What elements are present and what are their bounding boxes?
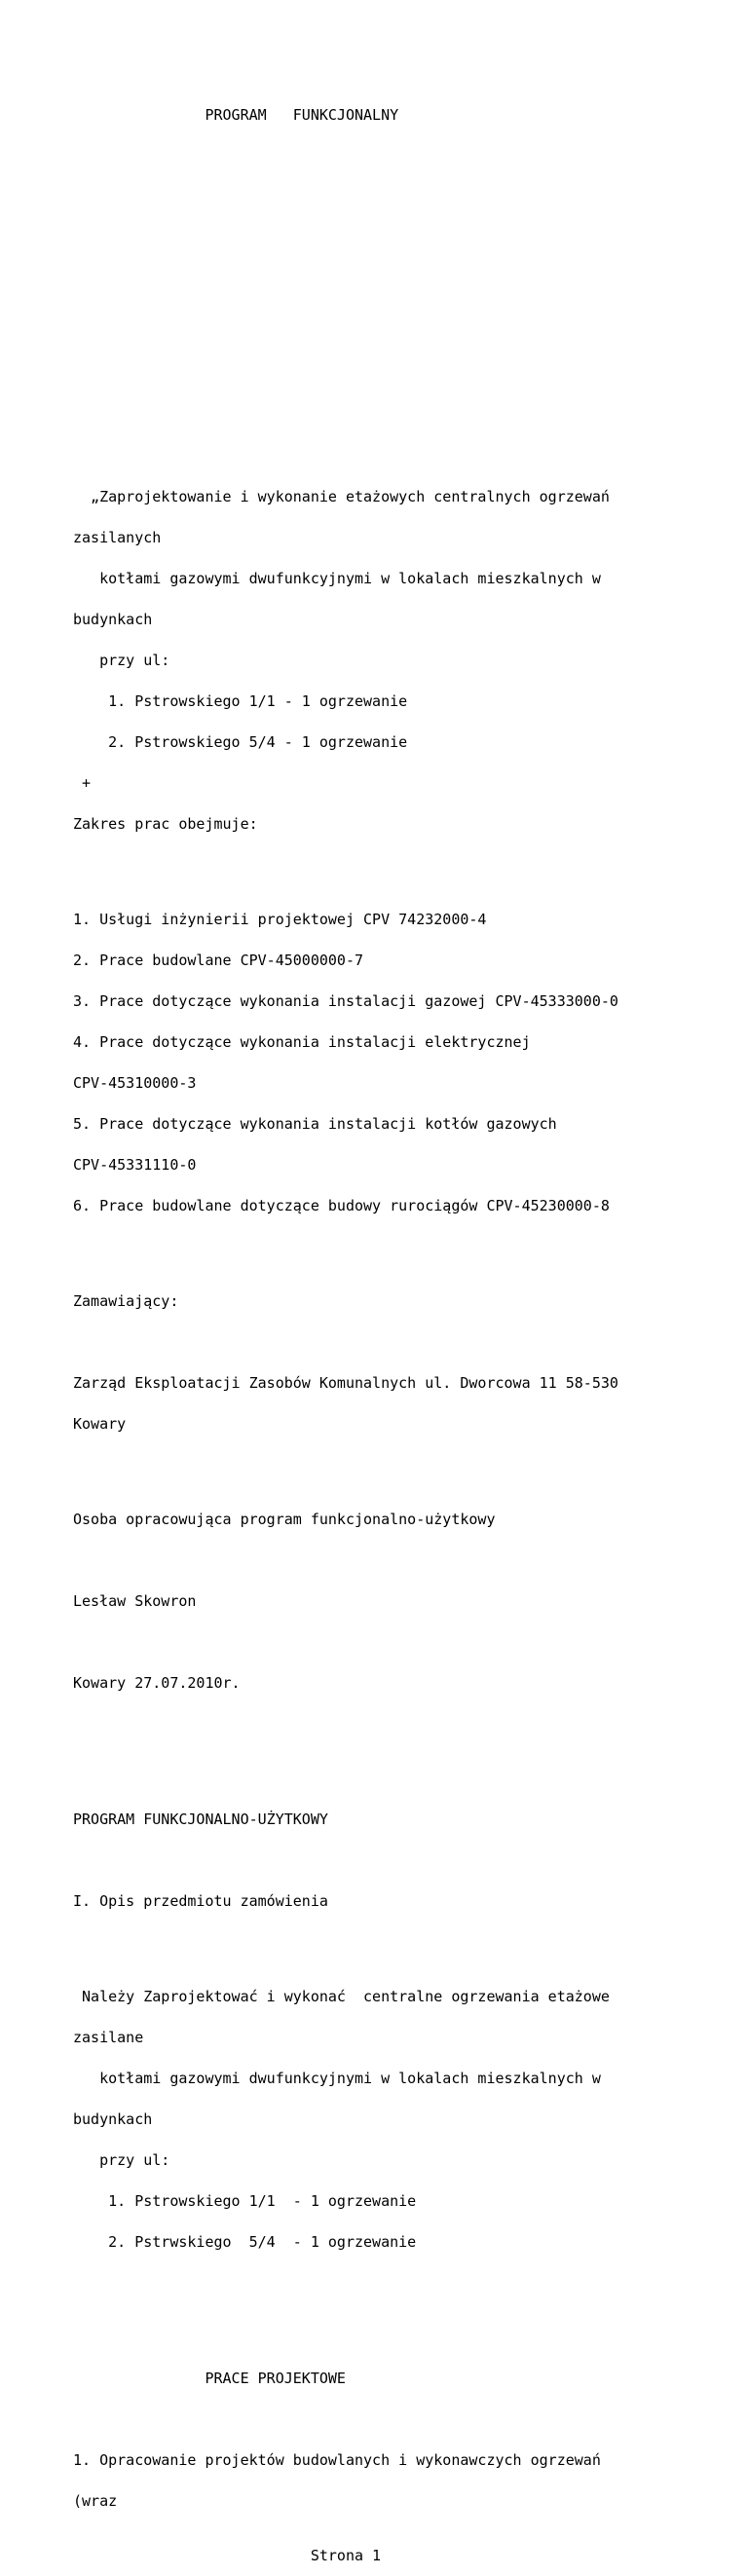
author-label: Osoba opracowująca program funkcjonalno-użytkowy bbox=[73, 1511, 496, 1528]
client-address: Kowary bbox=[73, 1415, 127, 1433]
scope-heading: Zakres prac obejmuje: bbox=[73, 815, 258, 833]
program-line: kotłami gazowymi dwufunkcyjnymi w lokalach mieszkalnych w bbox=[73, 2070, 601, 2087]
scope-item: 2. Prace budowlane CPV-45000000-7 bbox=[73, 952, 364, 969]
scope-item: 1. Usługi inżynierii projektowej CPV 74232000-4 bbox=[73, 911, 487, 928]
scope-item: 6. Prace budowlane dotyczące budowy rurociągów CPV-45230000-8 bbox=[73, 1197, 610, 1214]
program-address-item: 2. Pstrwskiego 5/4 - 1 ogrzewanie bbox=[73, 2233, 417, 2251]
author-name: Lesław Skowron bbox=[73, 1592, 197, 1610]
intro-line: „Zaprojektowanie i wykonanie etażowych centralnych ogrzewań bbox=[73, 488, 610, 505]
client-address: Zarząd Eksploatacji Zasobów Komunalnych ul. Dworcowa 11 58-530 bbox=[73, 1374, 618, 1392]
design-line: 1. Opracowanie projektów budowlanych i wykonawczych ogrzewań bbox=[73, 2451, 601, 2469]
scope-item: 4. Prace dotyczące wykonania instalacji elektrycznej bbox=[73, 1033, 531, 1051]
scope-item: CPV-45310000-3 bbox=[73, 1074, 197, 1092]
scope-item: CPV-45331110-0 bbox=[73, 1156, 197, 1174]
intro-line: przy ul: bbox=[73, 652, 170, 669]
document-page bbox=[73, 81, 735, 2576]
document-title: PROGRAM FUNKCJONALNY bbox=[73, 106, 399, 124]
intro-address-item: 2. Pstrowskiego 5/4 - 1 ogrzewanie bbox=[73, 733, 408, 751]
program-line: Należy Zaprojektować i wykonać centralne ogrzewania etażowe bbox=[73, 1988, 610, 2005]
intro-line: kotłami gazowymi dwufunkcyjnymi w lokalach mieszkalnych w bbox=[73, 570, 601, 587]
design-heading: PRACE PROJEKTOWE bbox=[73, 2370, 346, 2387]
program-line: przy ul: bbox=[73, 2151, 170, 2169]
page-number: Strona 1 bbox=[73, 2547, 382, 2564]
intro-address-item: 1. Pstrowskiego 1/1 - 1 ogrzewanie bbox=[73, 692, 408, 710]
client-label: Zamawiający: bbox=[73, 1292, 179, 1310]
program-line: budynkach bbox=[73, 2110, 153, 2128]
intro-marker: + bbox=[73, 774, 92, 792]
scope-item: 5. Prace dotyczące wykonania instalacji kotłów gazowych bbox=[73, 1115, 557, 1133]
place-date: Kowary 27.07.2010r. bbox=[73, 1674, 241, 1692]
intro-line: zasilanych bbox=[73, 529, 162, 546]
design-line: (wraz bbox=[73, 2492, 118, 2510]
program-line: zasilane bbox=[73, 2029, 144, 2046]
scope-item: 3. Prace dotyczące wykonania instalacji gazowej CPV-45333000-0 bbox=[73, 992, 618, 1010]
program-title: PROGRAM FUNKCJONALNO-UŻYTKOWY bbox=[73, 1811, 328, 1828]
intro-line: budynkach bbox=[73, 611, 153, 628]
program-address-item: 1. Pstrowskiego 1/1 - 1 ogrzewanie bbox=[73, 2192, 417, 2210]
section-heading: I. Opis przedmiotu zamówienia bbox=[73, 1892, 328, 1910]
